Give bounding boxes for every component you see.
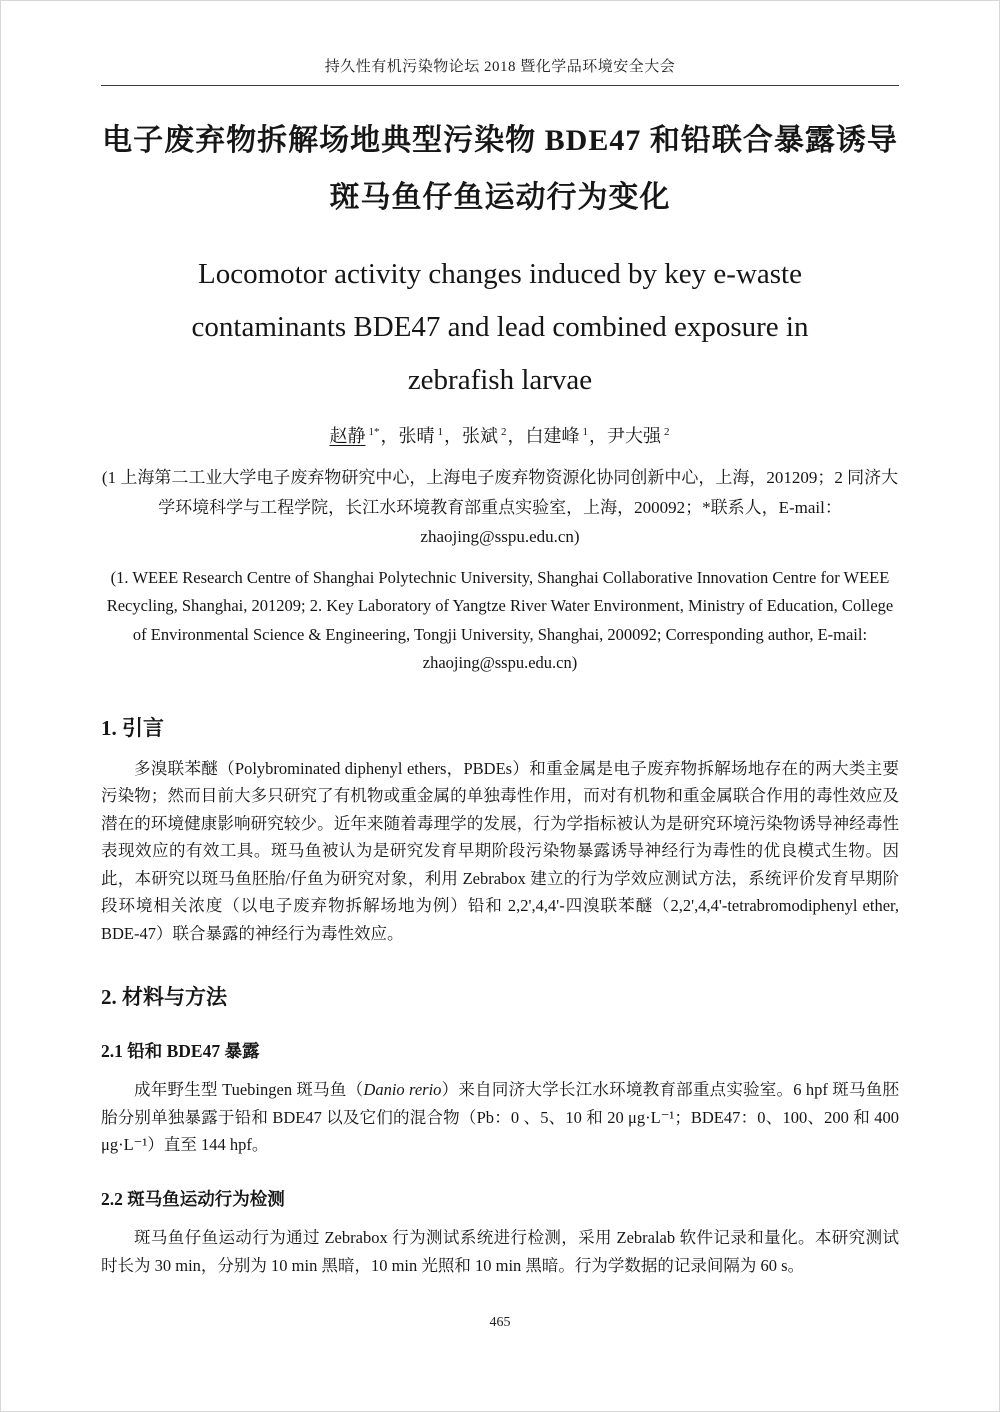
subsection-heading-behavior: 2.2 斑马鱼运动行为检测 bbox=[101, 1188, 285, 1209]
author-name: 尹大强 bbox=[607, 426, 661, 447]
author bbox=[330, 426, 399, 446]
title-english: Locomotor activity changes induced by key e-waste contaminants BDE47 and lead combined exposure in zebrafish larvae bbox=[191, 258, 809, 396]
affiliation-chinese: (1 上海第二工业大学电子废弃物研究中心，上海电子废弃物资源化协同创新中心，上海，201209；2 同济大学环境科学与工程学院，长江水环境教育部重点实验室，上海，200092；*联系人，E-mail：zhaojing@sspu.edu.cn) bbox=[101, 468, 899, 546]
author-name: 白建峰 bbox=[525, 426, 580, 447]
affiliation-english: (1. WEEE Research Centre of Shanghai Polytechnic University, Shanghai Collaborative Innovation Centre for WEEE Recycling, Shanghai, 201209; 2. Key Laboratory of Yangtze River Water Environment, Ministry of Education, College of Environmental Science & Engineering, Tongji University, Shanghai, 200092; Corresponding author, E-mail: zhaojing@sspu.edu.cn) bbox=[106, 568, 894, 673]
author bbox=[607, 426, 671, 446]
author-superscript: 2 bbox=[501, 426, 507, 439]
introduction-paragraph: 多溴联苯醚（Polybrominated diphenyl ethers，PBDEs）和重金属是电子废弃物拆解场地存在的两大类主要污染物；然而目前大多只研究了有机物或重金属的单独毒性作用，而对有机物和重金属联合作用的毒性效应及潜在的环境健康影响研究较少。近年来随着毒理学的发展，行为学指标被认为是研究环境污染物诱导神经毒性表现效应的有效工具。斑马鱼被认为是研究发育早期阶段污染物暴露诱导神经行为毒性的优良模式生物。因此，本研究以斑马鱼胚胎/仔鱼为研究对象，利用 Zebrabox 建立的行为学效应测试方法，系统评价发育早期阶段环境相关浓度（以电子废弃物拆解场地为例）铅和 2,2',4,4'-四溴联苯醚（2,2',4,4'-tetrabromodiphenyl ether, BDE-47）联合暴露的神经行为毒性效应。 bbox=[101, 758, 899, 943]
subsection-heading-exposure: 2.1 铅和 BDE47 暴露 bbox=[101, 1041, 260, 1062]
author-separator: ， bbox=[380, 426, 399, 447]
exposure-text-post: ）来自同济大学长江水环境教育部重点实验室。6 hpf 斑马鱼胚胎分别单独暴露于铅和 BDE47 以及它们的混合物（Pb：0 、5、10 和 20 μg·L⁻¹；BDE47：0、100、200 和 400 μg·L⁻¹）直至 144 hpf。 bbox=[101, 1080, 900, 1155]
species-name: Danio rerio bbox=[363, 1080, 442, 1100]
section-heading-introduction: 1. 引言 bbox=[101, 715, 164, 740]
title-chinese: 电子废弃物拆解场地典型污染物 BDE47 和铅联合暴露诱导斑马鱼仔鱼运动行为变化 bbox=[102, 124, 898, 214]
page-number: 465 bbox=[489, 1315, 511, 1330]
author bbox=[526, 426, 608, 446]
conference-header: 持久性有机污染物论坛 2018 暨化学品环境安全大会 bbox=[324, 59, 676, 75]
author-superscript: 1 bbox=[437, 426, 443, 439]
exposure-paragraph bbox=[101, 1076, 899, 1159]
author-superscript: 2 bbox=[664, 426, 670, 439]
author bbox=[462, 426, 526, 446]
author bbox=[399, 426, 463, 446]
author-separator: ， bbox=[507, 426, 526, 447]
author-superscript: 1 bbox=[582, 426, 588, 439]
author-name: 张斌 bbox=[462, 426, 498, 447]
author-name: 张晴 bbox=[398, 426, 435, 447]
author-superscript: 1* bbox=[368, 426, 380, 439]
section-heading-methods: 2. 材料与方法 bbox=[101, 985, 227, 1010]
exposure-text-pre: 成年野生型 Tuebingen 斑马鱼（ bbox=[134, 1080, 364, 1100]
authors-line bbox=[101, 422, 899, 448]
author-separator: ， bbox=[589, 426, 607, 447]
header-divider bbox=[101, 85, 899, 86]
author-name: 赵静 bbox=[329, 426, 366, 447]
author-separator: ， bbox=[444, 426, 462, 447]
behavior-paragraph: 斑马鱼仔鱼运动行为通过 Zebrabox 行为测试系统进行检测，采用 Zebralab 软件记录和量化。本研究测试时长为 30 min，分别为 10 min 黑暗，10 min 光照和 10 min 黑暗。行为学数据的记录间隔为 60 s。 bbox=[101, 1227, 899, 1275]
